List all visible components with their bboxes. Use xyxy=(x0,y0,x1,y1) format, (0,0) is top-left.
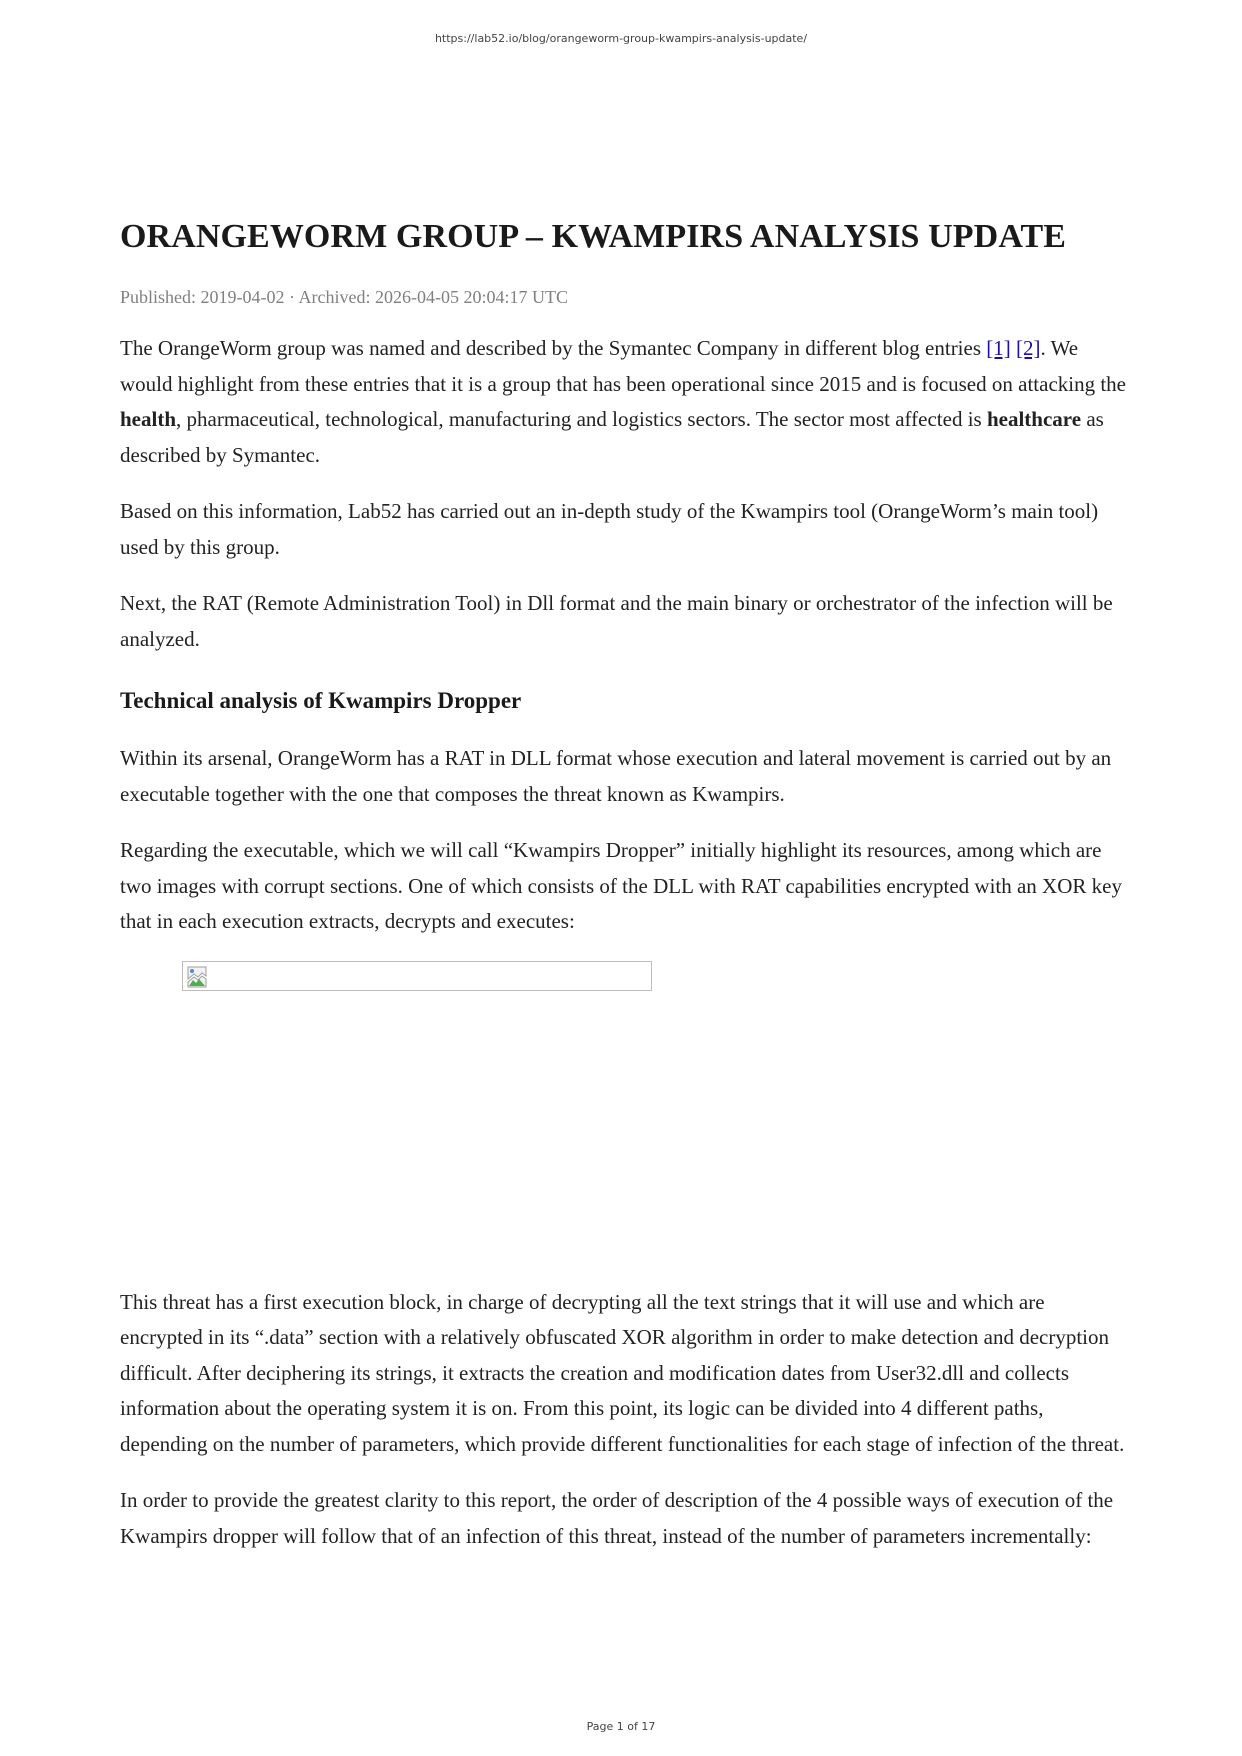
executable-paragraph: Regarding the executable, which we will call “Kwampirs Dropper” initially highlight its resources, among which are two images with corrupt sections. One of which consists of the DLL with RAT capabilities encrypted with an XOR key that in each execution extracts, decrypts and executes: xyxy=(120,838,1122,933)
reference-link-1[interactable]: [1] xyxy=(986,336,1011,360)
text-run: . We would highlight from these entries that it is a group that has been operational since 2015 and is focused on attacking the xyxy=(120,336,1127,396)
clarity-paragraph: In order to provide the greatest clarity to this report, the order of description of the 4 possible ways of execution of the Kwampirs dropper will follow that of an infection of this threat, instead of the number of parameters incrementally: xyxy=(120,1488,1114,1548)
article-title: ORANGEWORM GROUP – KWAMPIRS ANALYSIS UPDATE xyxy=(120,218,1067,255)
text-run: as described by Symantec. xyxy=(120,407,1104,467)
reference-link-2[interactable]: [2] xyxy=(1016,336,1041,360)
publication-meta: Published: 2019-04-02 · Archived: 2026-04-05 20:04:17 UTC xyxy=(120,287,568,307)
image-whitespace xyxy=(120,991,1130,1285)
bold-term-healthcare: healthcare xyxy=(986,407,1082,431)
article xyxy=(120,212,1130,1554)
broken-image-placeholder xyxy=(182,961,652,991)
text-run: The OrangeWorm group was named and described by the Symantec Company in different blog entries xyxy=(120,336,987,360)
text-run: , pharmaceutical, technological, manufacturing and logistics sectors. The sector most affected is xyxy=(176,407,987,431)
page-url-header: https://lab52.io/blog/orangeworm-group-kwampirs-analysis-update/ xyxy=(434,32,808,45)
broken-image-icon xyxy=(185,964,211,990)
study-paragraph: Based on this information, Lab52 has carried out an in-depth study of the Kwampirs tool (OrangeWorm’s main tool) used by this group. xyxy=(120,499,1099,559)
page-number: Page 1 of 17 xyxy=(586,1720,656,1733)
next-analysis-paragraph: Next, the RAT (Remote Administration Tool) in Dll format and the main binary or orchestrator of the infection will be analyzed. xyxy=(120,591,1113,651)
section-heading: Technical analysis of Kwampirs Dropper xyxy=(120,688,522,713)
intro-paragraph xyxy=(120,331,1130,473)
arsenal-paragraph: Within its arsenal, OrangeWorm has a RAT in DLL format whose execution and lateral movement is carried out by an executable together with the one that composes the threat known as Kwampirs. xyxy=(120,746,1112,806)
execution-block-paragraph: This threat has a first execution block, in charge of decrypting all the text strings that it will use and which are encrypted in its “.data” section with a relatively obfuscated XOR algorithm in order to make detection and decryption difficult. After deciphering its strings, it extracts the creation and modification dates from User32.dll and collects information about the operating system it is on. From this point, its logic can be divided into 4 different paths, depending on the number of parameters, which provide different functionalities for each stage of infection of the threat. xyxy=(120,1289,1125,1456)
bold-term-health: health xyxy=(120,407,177,431)
